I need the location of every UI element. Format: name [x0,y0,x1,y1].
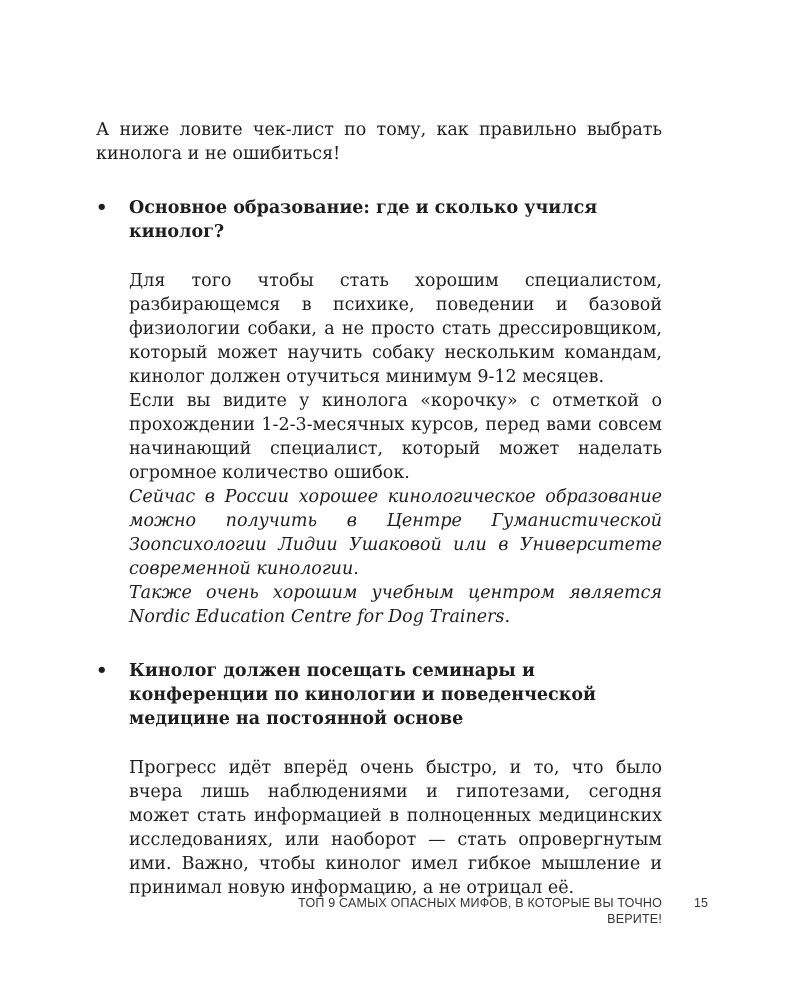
checklist-heading: Кинолог должен посещать семинары и конференции по кинологии и поведенческой медицине на постоянной основе [129,661,596,729]
page-content [96,118,662,900]
checklist-item-education [96,196,662,629]
bullet-icon: • [96,197,108,218]
page-number: 15 [694,896,708,910]
intro-paragraph: А ниже ловите чек-лист по тому, как правильно выбрать кинолога и не ошибиться! [96,120,662,164]
checklist-body [129,756,662,900]
bullet-icon: • [96,660,108,681]
checklist-item-seminars [96,659,662,900]
body-paragraph: Для того чтобы стать хорошим специалистом, разбирающемся в психике, поведении и базовой физиологии собаки, а не просто стать дрессировщиком, который может научить собаку нескольким командам, кинолог должен отучиться минимум 9-12 месяцев. [129,271,662,387]
body-paragraph: Прогресс идёт вперёд очень быстро, и то, что было вчера лишь наблюдениями и гипотезами, сегодня может стать информацией в полноценных медицинских исследованиях, или наоборот — стать опровергнутым ими. Важно, чтобы кинолог имел гибкое мышление и принимал новую информацию, а не отрицал её. [129,758,662,898]
body-paragraph: Если вы видите у кинолога «корочку» с отметкой о прохождении 1-2-3-месячных курсов, перед вами совсем начинающий специалист, который может наделать огромное количество ошибок. [129,391,662,483]
running-footer-title: ТОП 9 САМЫХ ОПАСНЫХ МИФОВ, В КОТОРЫЕ ВЫ ТОЧНО ВЕРИТЕ! [298,896,662,926]
italic-note: Сейчас в России хорошее кинологическое образование можно получить в Центре Гуманистической Зоопсихологии Лидии Ушаковой или в Университете современной кинологии. [129,487,662,579]
checklist-body [129,269,662,629]
checklist-heading: Основное образование: где и сколько учился кинолог? [129,198,598,242]
italic-note: Также очень хорошим учебным центром является Nordic Education Centre for Dog Trainers. [129,583,662,627]
